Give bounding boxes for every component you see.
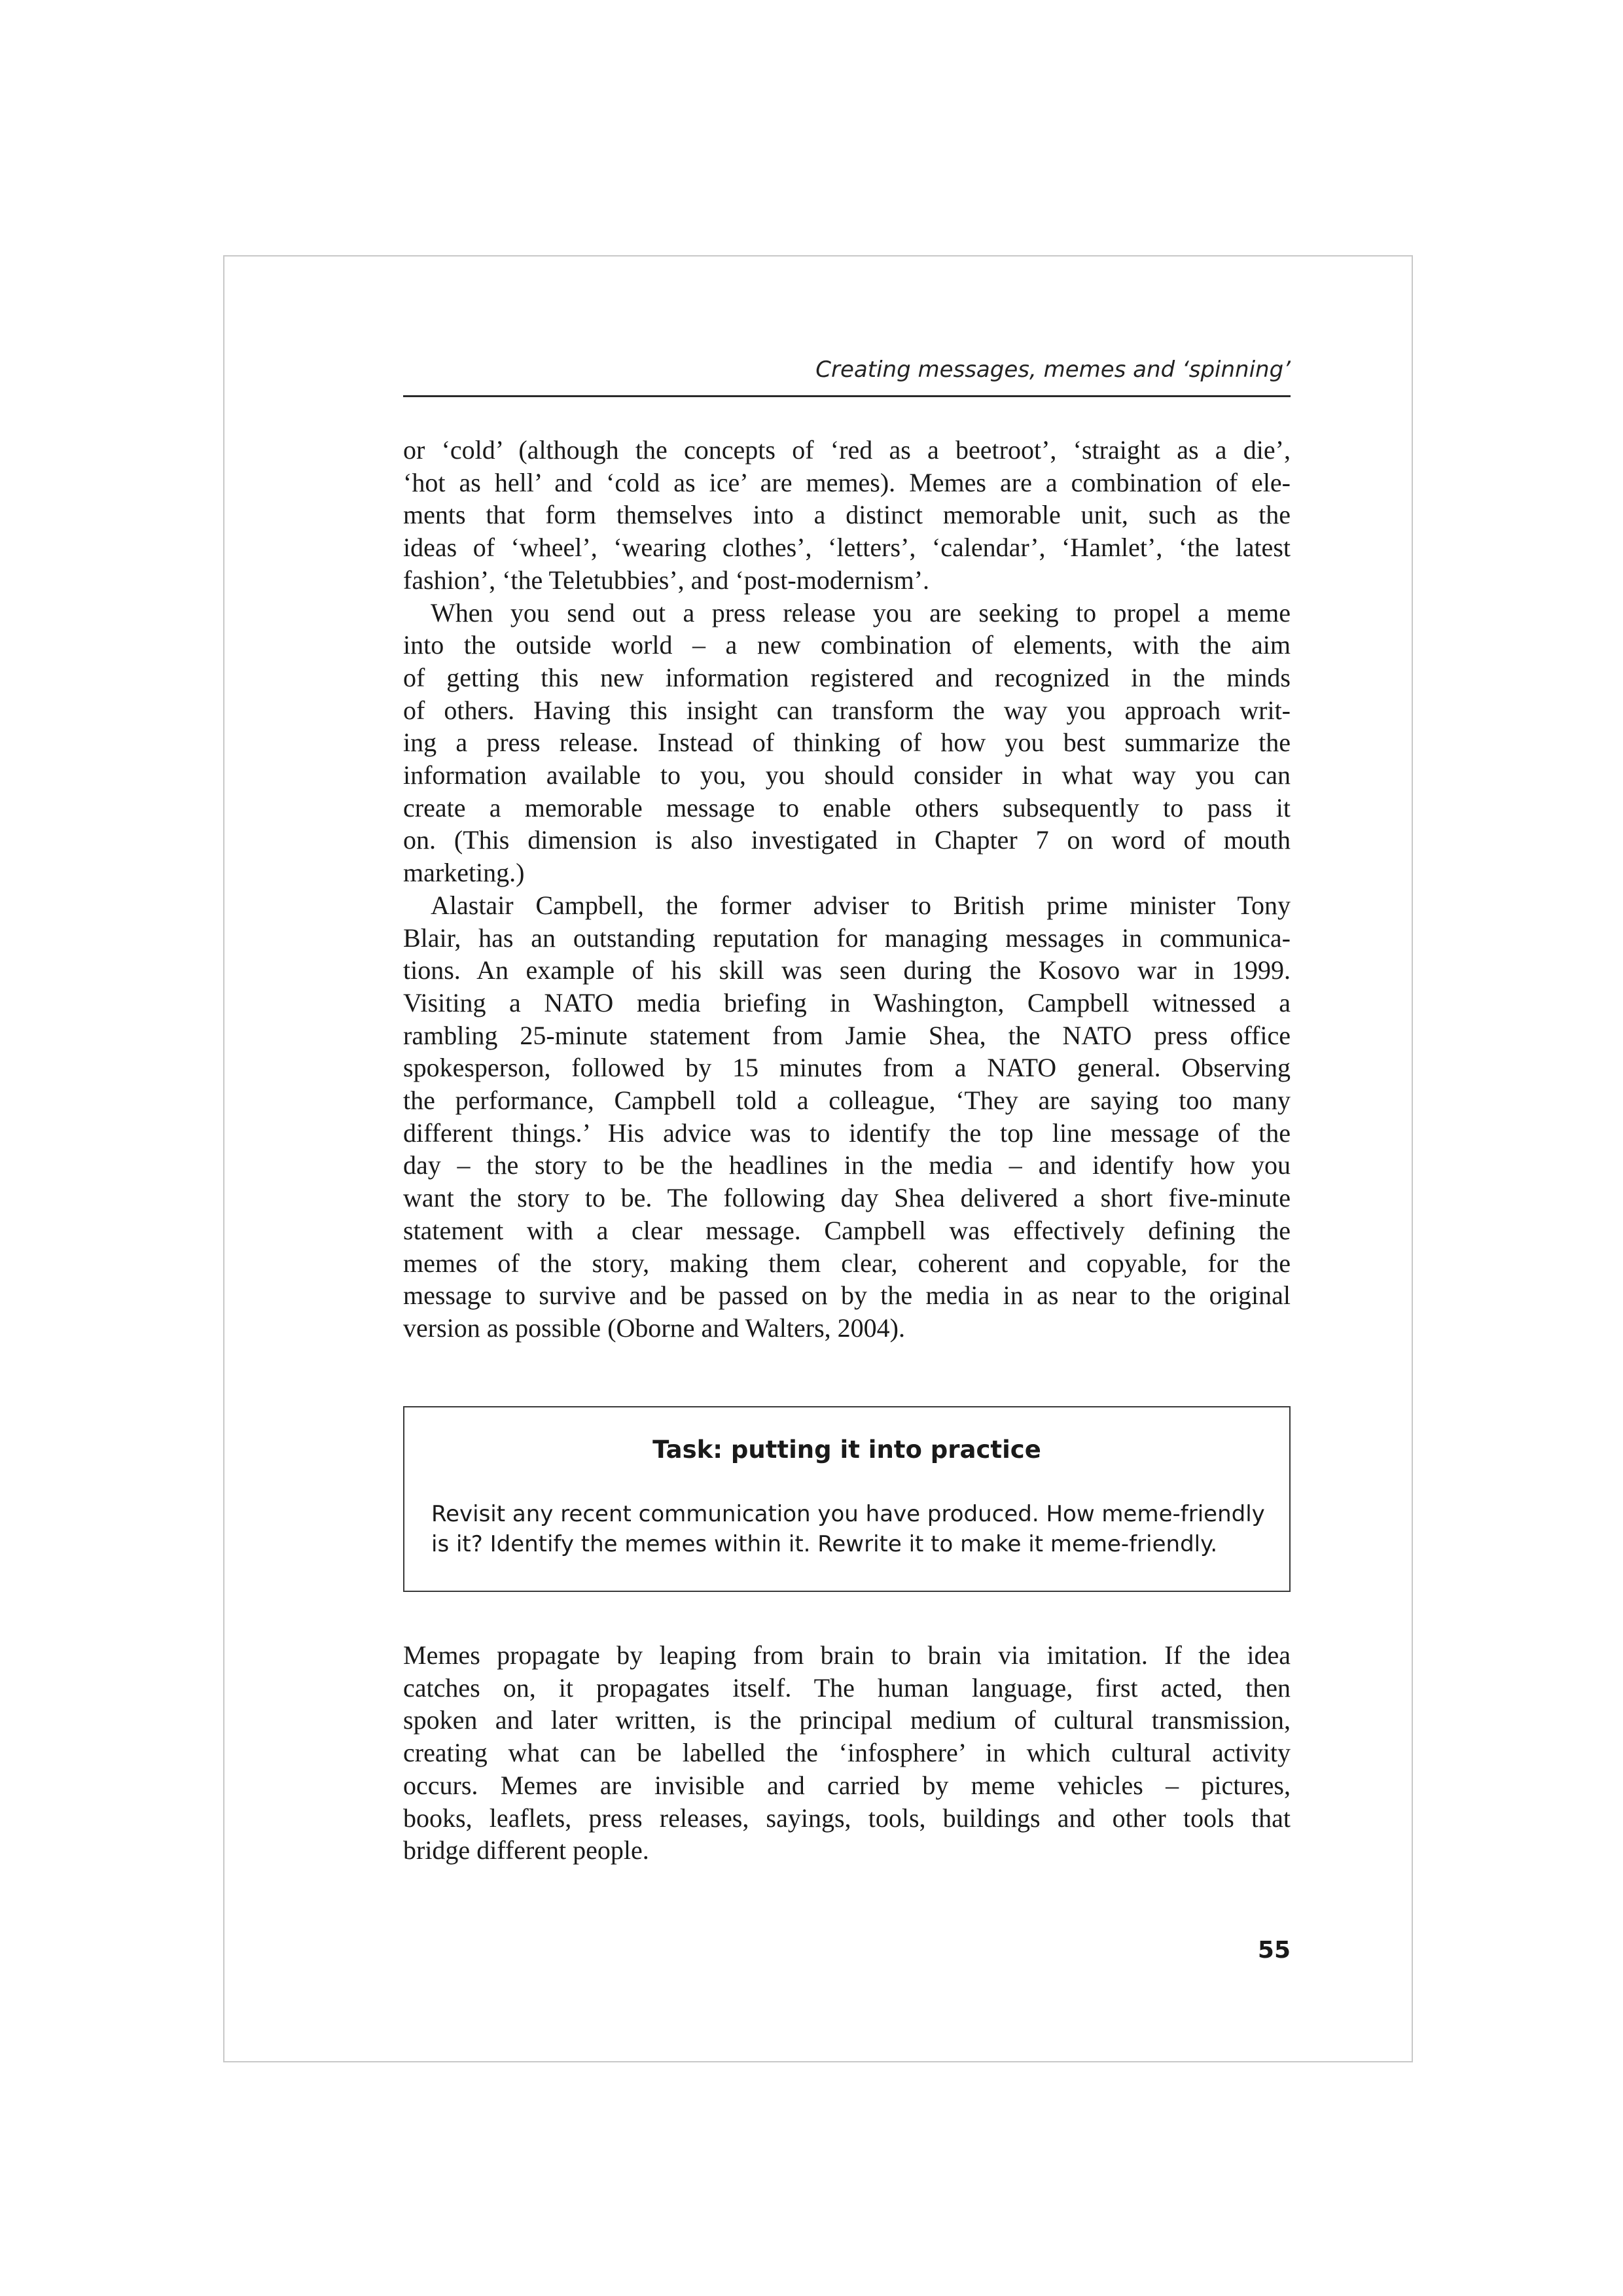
paragraph-line: tions. An example of his skill was seen during the Kosovo war in 1999. xyxy=(403,955,1291,985)
paragraph-line: of getting this new information registered and recognized in the minds xyxy=(403,662,1291,692)
page-number: 55 xyxy=(1257,1937,1291,1964)
paragraph-line: ideas of ‘wheel’, ‘wearing clothes’, ‘letters’, ‘calendar’, ‘Hamlet’, ‘the latest xyxy=(403,533,1291,563)
body-text-bottom xyxy=(403,1639,1291,1867)
paragraph-line: marketing.) xyxy=(403,858,525,888)
task-text-line: is it? Identify the memes within it. Rewrite it to make it meme-friendly. xyxy=(431,1531,1218,1557)
paragraph-line: rambling 25-minute statement from Jamie Shea, the NATO press office xyxy=(403,1020,1291,1050)
paragraph-line: occurs. Memes are invisible and carried by meme vehicles – pictures, xyxy=(403,1770,1291,1800)
paragraph-line: statement with a clear message. Campbell was effectively defining the xyxy=(403,1215,1291,1245)
paragraph-line: into the outside world – a new combination of elements, with the aim xyxy=(403,630,1291,660)
paragraph-line: creating what can be labelled the ‘infosphere’ in which cultural activity xyxy=(403,1738,1291,1768)
paragraph-line: of others. Having this insight can transform the way you approach writ- xyxy=(403,695,1291,725)
paragraph-line: create a memorable message to enable others subsequently to pass it xyxy=(403,792,1291,822)
paragraph-line: catches on, it propagates itself. The human language, first acted, then xyxy=(403,1672,1291,1703)
paragraph-line: want the story to be. The following day Shea delivered a short five-minute xyxy=(403,1183,1291,1213)
paragraph-line: information available to you, you should consider in what way you can xyxy=(403,760,1291,790)
paragraph-line: Visiting a NATO media briefing in Washington, Campbell witnessed a xyxy=(403,987,1291,1017)
task-text-line: Revisit any recent communication you have produced. How meme-friendly xyxy=(431,1501,1265,1527)
paragraph-line: ‘hot as hell’ and ‘cold as ice’ are memes). Memes are a combination of ele- xyxy=(403,467,1291,497)
paragraph-line: ments that form themselves into a distinct memorable unit, such as the xyxy=(403,500,1291,530)
task-box xyxy=(403,1406,1291,1592)
paragraph-line: spokesperson, followed by 15 minutes from a NATO general. Observing xyxy=(403,1053,1291,1083)
paragraph-line: Blair, has an outstanding reputation for managing messages in communica- xyxy=(403,923,1291,953)
body-text-top xyxy=(403,434,1291,1345)
paragraph-line: books, leaflets, press releases, sayings, tools, buildings and other tools that xyxy=(403,1803,1291,1833)
paragraph-line: ing a press release. Instead of thinking of how you best summarize the xyxy=(403,728,1291,758)
paragraph-line: fashion’, ‘the Teletubbies’, and ‘post-modernism’. xyxy=(403,565,930,595)
paragraph-line: bridge different people. xyxy=(403,1835,649,1865)
paragraph-line: day – the story to be the headlines in the media – and identify how you xyxy=(403,1150,1291,1180)
paragraph-line: Memes propagate by leaping from brain to brain via imitation. If the idea xyxy=(403,1640,1291,1670)
paragraph-line: version as possible (Oborne and Walters, 2004). xyxy=(403,1313,905,1343)
task-title: Task: putting it into practice xyxy=(652,1436,1041,1464)
paragraph-line: message to survive and be passed on by the media in as near to the original xyxy=(403,1280,1291,1311)
paragraph-line: on. (This dimension is also investigated in Chapter 7 on word of mouth xyxy=(403,825,1291,855)
paragraph-line: different things.’ His advice was to identify the top line message of the xyxy=(403,1118,1291,1148)
paragraph-line: the performance, Campbell told a colleague, ‘They are saying too many xyxy=(403,1086,1291,1116)
paragraph-line: spoken and later written, is the principal medium of cultural transmission, xyxy=(403,1705,1291,1735)
paragraph-line: Alastair Campbell, the former adviser to British prime minister Tony xyxy=(431,890,1291,920)
paragraph-line: or ‘cold’ (although the concepts of ‘red as a beetroot’, ‘straight as a die’, xyxy=(403,435,1291,465)
running-header: Creating messages, memes and ‘spinning’ xyxy=(403,350,1291,397)
paragraph-line: memes of the story, making them clear, coherent and copyable, for the xyxy=(403,1248,1291,1278)
task-text xyxy=(431,1499,1265,1559)
paragraph-line: When you send out a press release you are seeking to propel a meme xyxy=(431,597,1291,627)
